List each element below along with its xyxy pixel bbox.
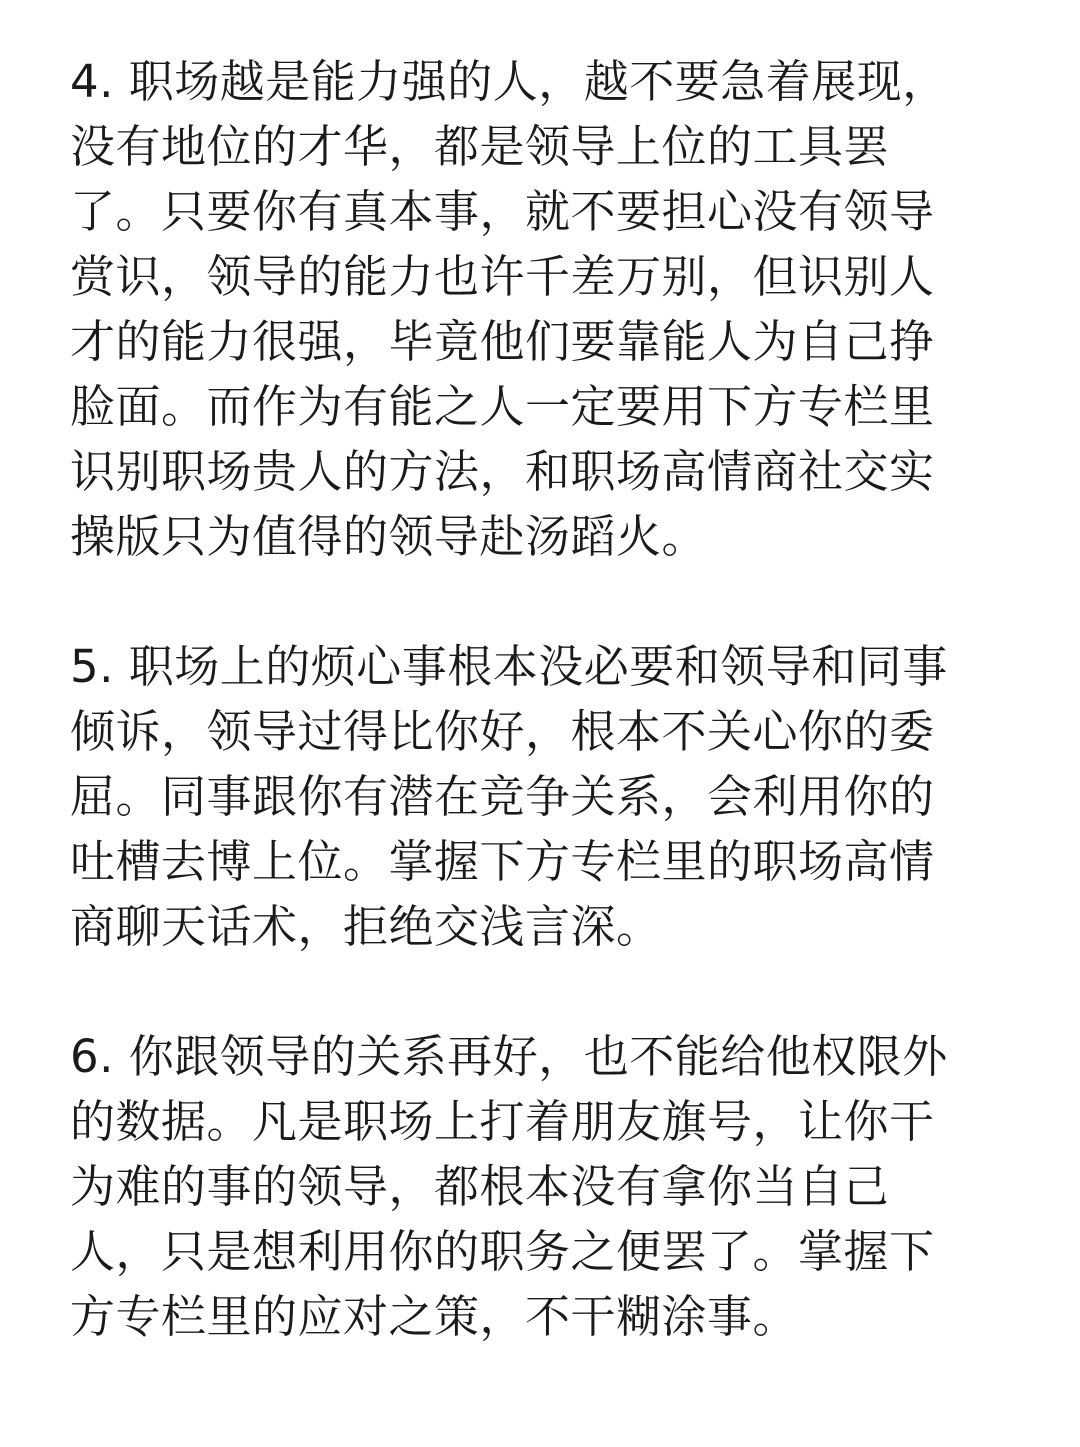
text-line: 4. 职场越是能力强的人，越不要急着展现， (70, 55, 948, 108)
text-line: 吐槽去博上位。掌握下方专栏里的职场高情 (70, 835, 935, 888)
text-line: 赏识，领导的能力也许千差万别，但识别人 (70, 250, 935, 303)
text-line: 为难的事的领导，都根本没有拿你当自己 (70, 1160, 890, 1213)
paragraph-spacer (70, 959, 1010, 1024)
text-line: 识别职场贵人的方法，和职场高情商社交实 (70, 445, 935, 498)
text-line: 商聊天话术，拒绝交浅言深。 (70, 900, 662, 953)
text-line: 没有地位的才华，都是领导上位的工具罢 (70, 120, 890, 173)
paragraph-5 (70, 634, 1010, 959)
text-line: 操版只为值得的领导赴汤蹈火。 (70, 510, 708, 563)
text-line: 脸面。而作为有能之人一定要用下方专栏里 (70, 380, 935, 433)
text-line: 倾诉，领导过得比你好，根本不关心你的委 (70, 705, 935, 758)
paragraph-6 (70, 1024, 1010, 1349)
paragraph-spacer (70, 569, 1010, 634)
text-line: 5. 职场上的烦心事根本没必要和领导和同事 (70, 640, 948, 693)
text-line: 人，只是想利用你的职务之便罢了。掌握下 (70, 1225, 935, 1278)
article-body (70, 49, 1010, 1349)
text-line: 屈。同事跟你有潜在竞争关系，会利用你的 (70, 770, 935, 823)
text-line: 6. 你跟领导的关系再好，也不能给他权限外 (70, 1030, 948, 1083)
text-line: 的数据。凡是职场上打着朋友旗号，让你干 (70, 1095, 935, 1148)
text-line: 才的能力很强，毕竟他们要靠能人为自己挣 (70, 315, 935, 368)
paragraph-4 (70, 49, 1010, 569)
text-line: 方专栏里的应对之策，不干糊涂事。 (70, 1290, 799, 1343)
text-line: 了。只要你有真本事，就不要担心没有领导 (70, 185, 935, 238)
